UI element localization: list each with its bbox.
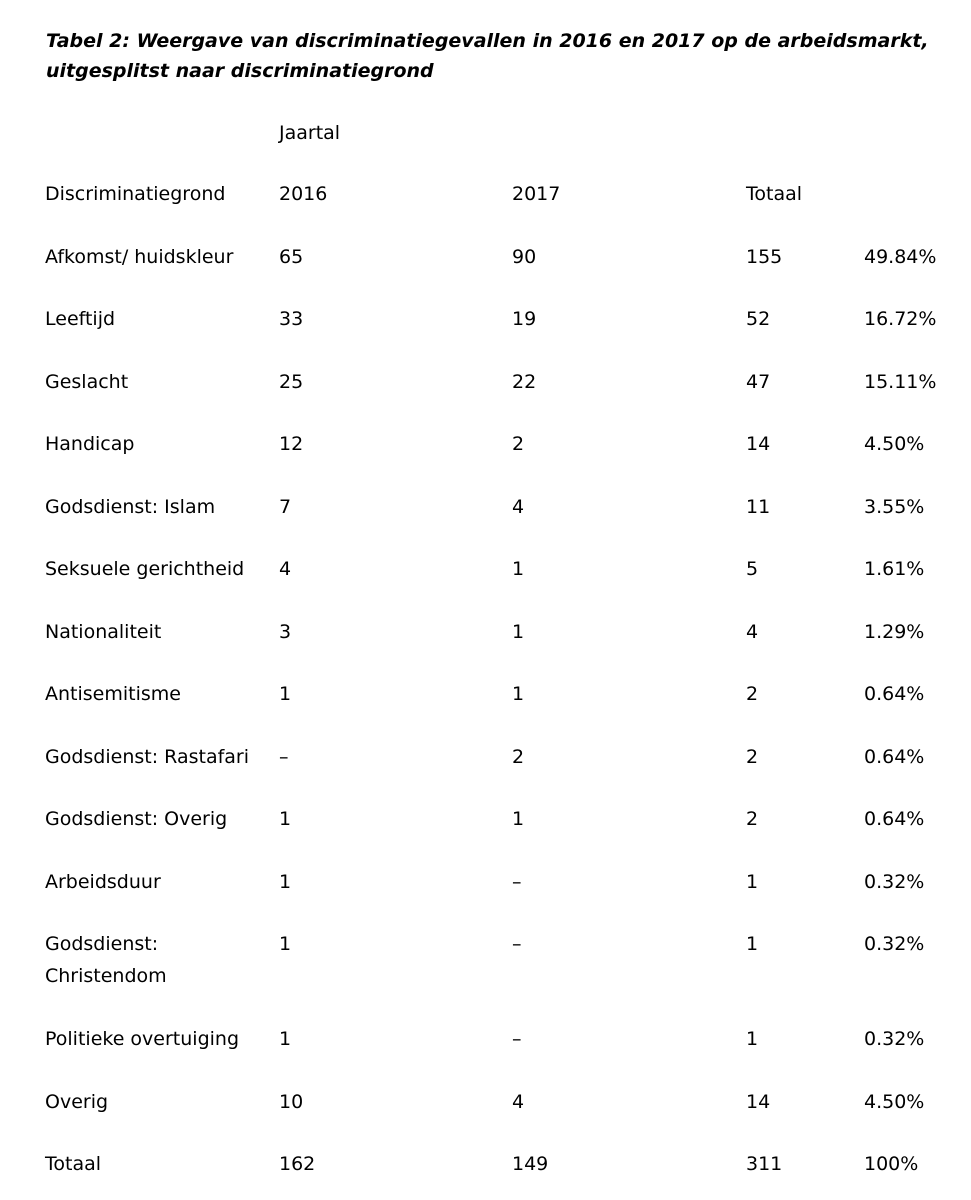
table-cell: 0.64%: [864, 746, 925, 768]
column-header: Discriminatiegrond: [45, 183, 226, 205]
table-cell: Leeftijd: [45, 308, 116, 330]
table-cell: 4.50%: [864, 1091, 925, 1113]
table-caption-line-2: uitgesplitst naar discriminatiegrond: [46, 60, 434, 82]
table-cell: Arbeidsduur: [45, 871, 161, 893]
table-cell: 4: [279, 558, 292, 580]
table-cell: 65: [279, 246, 304, 268]
table-cell: 10: [279, 1091, 304, 1113]
table-cell: Afkomst/ huidskleur: [45, 246, 234, 268]
table-cell: 15.11%: [864, 371, 937, 393]
table-cell: 2: [746, 683, 759, 705]
table-cell: 25: [279, 371, 304, 393]
table-cell: 1: [746, 871, 759, 893]
table-cell: 4: [512, 496, 525, 518]
table-cell: 14: [746, 433, 771, 455]
table-cell: 1: [746, 933, 759, 955]
table-cell: 1: [279, 683, 292, 705]
table-cell: 1: [512, 621, 525, 643]
table-cell: 1.29%: [864, 621, 925, 643]
table-cell: 47: [746, 371, 771, 393]
table-cell: 49.84%: [864, 246, 937, 268]
column-header: Totaal: [746, 183, 803, 205]
table-cell: 162: [279, 1153, 316, 1175]
table-cell: 2: [512, 746, 525, 768]
table-cell: 14: [746, 1091, 771, 1113]
table-cell: 3.55%: [864, 496, 925, 518]
table-caption: [46, 26, 946, 86]
table-caption-line-1: Tabel 2: Weergave van discriminatiegevallen in 2016 en 2017 op de arbeidsmarkt,: [46, 30, 929, 52]
table-cell: 1: [279, 933, 292, 955]
table-cell: 11: [746, 496, 771, 518]
table-cell: 0.32%: [864, 871, 925, 893]
table-cell: Overig: [45, 1091, 109, 1113]
table-cell: 0.64%: [864, 808, 925, 830]
table-cell: Godsdienst: Rastafari: [45, 746, 250, 768]
table-cell: Geslacht: [45, 371, 129, 393]
table-cell: 7: [279, 496, 292, 518]
table-cell: 0.32%: [864, 1028, 925, 1050]
table-cell: 1.61%: [864, 558, 925, 580]
table-cell: 4.50%: [864, 433, 925, 455]
table-cell: –: [512, 933, 522, 955]
table-cell: 22: [512, 371, 537, 393]
table-cell: 1: [279, 808, 292, 830]
table-cell: 1: [279, 871, 292, 893]
table-cell: 311: [746, 1153, 783, 1175]
table-cell: 0.64%: [864, 683, 925, 705]
table-cell: 33: [279, 308, 304, 330]
table-cell: 149: [512, 1153, 549, 1175]
table-cell: 2: [746, 746, 759, 768]
group-header-jaartal: Jaartal: [279, 122, 341, 144]
column-header: 2016: [279, 183, 328, 205]
table-cell: 4: [746, 621, 759, 643]
table-cell: –: [512, 871, 522, 893]
table-cell: 90: [512, 246, 537, 268]
table-cell: 1: [512, 558, 525, 580]
table-cell: 1: [279, 1028, 292, 1050]
table-cell: –: [512, 1028, 522, 1050]
table-cell: 4: [512, 1091, 525, 1113]
table-cell: 0.32%: [864, 933, 925, 955]
table-cell: 3: [279, 621, 292, 643]
column-header: 2017: [512, 183, 561, 205]
table-cell: –: [279, 746, 289, 768]
table-cell: 5: [746, 558, 759, 580]
table-cell: 16.72%: [864, 308, 937, 330]
table-cell: Antisemitisme: [45, 683, 181, 705]
table-cell: Godsdienst: Overig: [45, 808, 228, 830]
table-cell: Godsdienst: Islam: [45, 496, 216, 518]
table-cell: Nationaliteit: [45, 621, 162, 643]
table-cell: Seksuele gerichtheid: [45, 558, 245, 580]
table-cell: Handicap: [45, 433, 135, 455]
table-cell: 1: [512, 808, 525, 830]
table-cell: Politieke overtuiging: [45, 1028, 240, 1050]
table-cell: 19: [512, 308, 537, 330]
table-cell: 2: [512, 433, 525, 455]
table-cell: 12: [279, 433, 304, 455]
table-cell: 100%: [864, 1153, 919, 1175]
table-cell: 1: [512, 683, 525, 705]
table-cell: 155: [746, 246, 783, 268]
table-cell: Totaal: [45, 1153, 102, 1175]
table-cell: Godsdienst: Christendom: [45, 933, 167, 987]
table-cell: 2: [746, 808, 759, 830]
table-cell: 1: [746, 1028, 759, 1050]
table-cell: 52: [746, 308, 771, 330]
